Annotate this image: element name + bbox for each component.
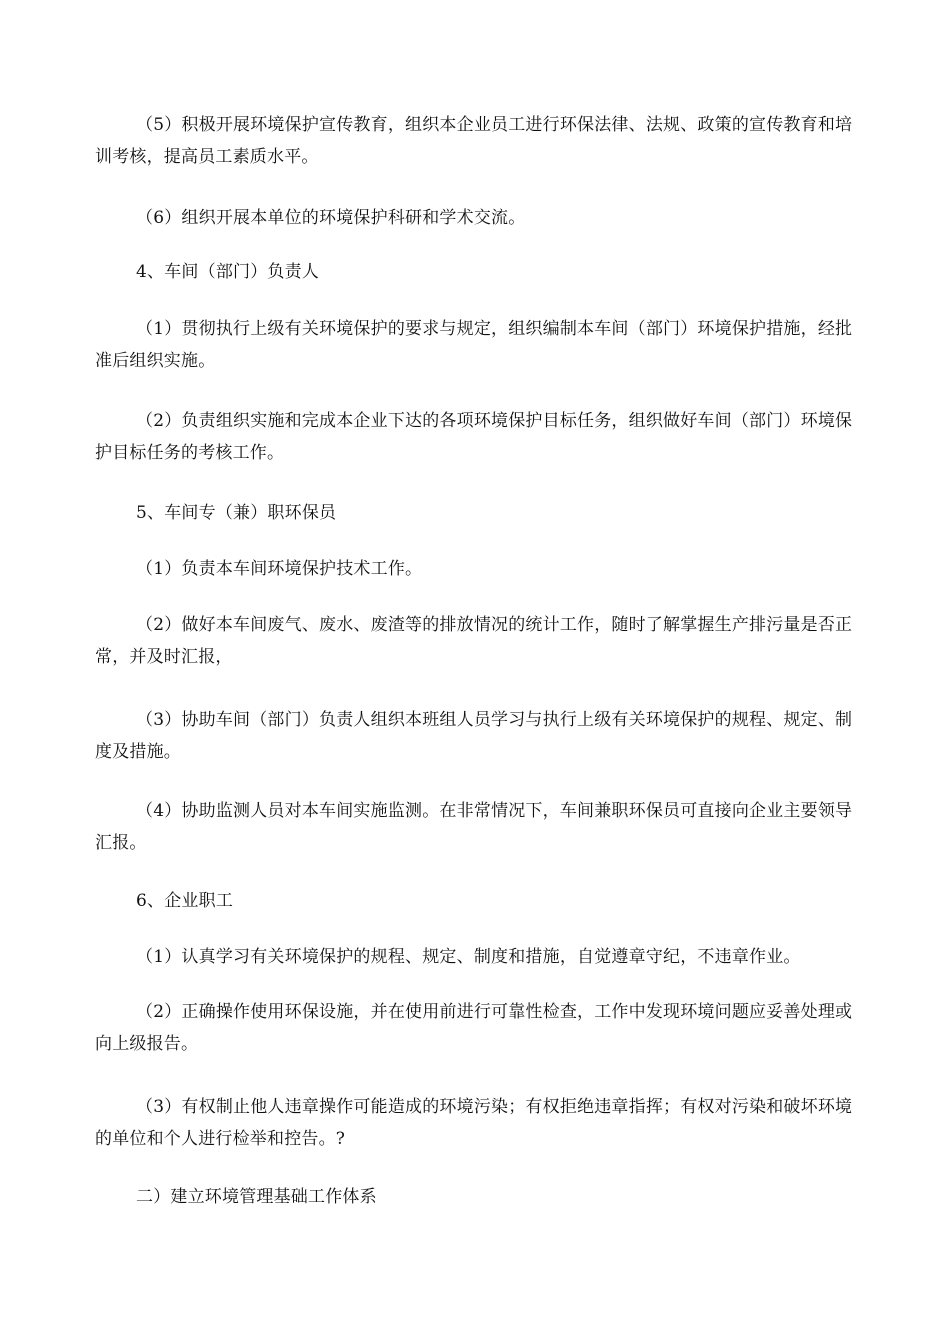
heading-env-officer: 5、车间专（兼）职环保员 xyxy=(136,503,337,523)
paragraph-officer-1: （1）负责本车间环境保护技术工作。 xyxy=(136,559,423,579)
heading-section-two: 二）建立环境管理基础工作体系 xyxy=(136,1187,377,1207)
heading-employees: 6、企业职工 xyxy=(136,891,234,911)
paragraph-6-research-exchange: （6）组织开展本单位的环境保护科研和学术交流。 xyxy=(136,208,526,228)
paragraph-employee-2: （2）正确操作使用环保设施，并在使用前进行可靠性检查，工作中发现环境问题应妥善处理或向上级报告。 xyxy=(95,1002,853,1054)
paragraph-employee-1: （1）认真学习有关环境保护的规程、规定、制度和措施，自觉遵章守纪，不违章作业。 xyxy=(136,947,801,967)
paragraph-leader-1: （1）贯彻执行上级有关环境保护的要求与规定，组织编制本车间（部门）环境保护措施，经批准后组织实施。 xyxy=(95,319,853,371)
heading-workshop-leader: 4、车间（部门）负责人 xyxy=(136,262,320,282)
paragraph-officer-4: （4）协助监测人员对本车间实施监测。在非常情况下，车间兼职环保员可直接向企业主要领导汇报。 xyxy=(95,801,853,853)
paragraph-5-publicity-education: （5）积极开展环境保护宣传教育，组织本企业员工进行环保法律、法规、政策的宣传教育和培训考核，提高员工素质水平。 xyxy=(95,115,853,167)
paragraph-officer-3: （3）协助车间（部门）负责人组织本班组人员学习与执行上级有关环境保护的规程、规定、制度及措施。 xyxy=(95,710,853,762)
paragraph-employee-3: （3）有权制止他人违章操作可能造成的环境污染；有权拒绝违章指挥；有权对污染和破坏环境的单位和个人进行检举和控告。? xyxy=(95,1097,853,1149)
paragraph-leader-2: （2）负责组织实施和完成本企业下达的各项环境保护目标任务，组织做好车间（部门）环境保护目标任务的考核工作。 xyxy=(95,411,853,463)
paragraph-officer-2: （2）做好本车间废气、废水、废渣等的排放情况的统计工作，随时了解掌握生产排污量是否正常，并及时汇报， xyxy=(95,615,853,667)
